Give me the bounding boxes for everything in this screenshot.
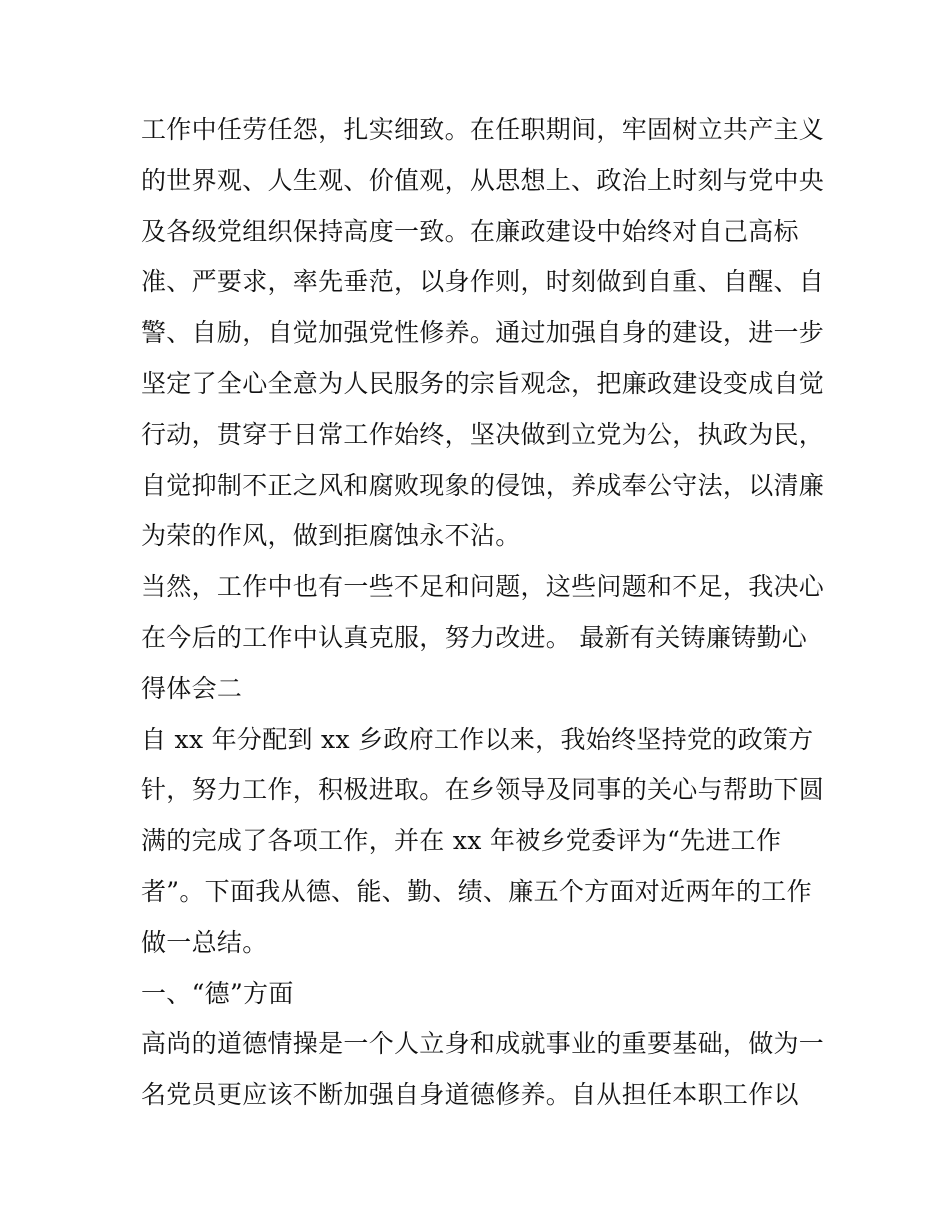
text-line: 做一总结。 xyxy=(141,927,268,957)
text-line: 自 xx 年分配到 xx 乡政府工作以来，我始终坚持党的政策方 xyxy=(141,724,814,754)
text-line: 自觉抑制不正之风和腐败现象的侵蚀，养成奉公守法，以清廉 xyxy=(141,470,825,500)
section-heading: 一、“德”方面 xyxy=(141,978,294,1008)
text-line: 满的完成了各项工作，并在 xx 年被乡党委评为“先进工作 xyxy=(141,826,782,856)
text-line: 针，努力工作，积极进取。在乡领导及同事的关心与帮助下圆 xyxy=(141,775,825,805)
text-line: 警、自励，自觉加强党性修养。通过加强自身的建设，进一步 xyxy=(141,318,825,348)
text-line: 的世界观、人生观、价值观，从思想上、政治上时刻与党中央 xyxy=(141,165,825,195)
text-line: 行动，贯穿于日常工作始终，坚决做到立党为公，执政为民， xyxy=(141,419,825,449)
document-body xyxy=(141,105,825,1121)
text-line: 高尚的道德情操是一个人立身和成就事业的重要基础，做为一 xyxy=(141,1029,825,1059)
text-line: 者”。下面我从德、能、勤、绩、廉五个方面对近两年的工作 xyxy=(141,876,812,906)
text-line: 在今后的工作中认真克服，努力改进。 最新有关铸廉铸勤心 xyxy=(141,622,808,652)
text-line: 准、严要求，率先垂范，以身作则，时刻做到自重、自醒、自 xyxy=(141,267,825,297)
text-line: 名党员更应该不断加强自身道德修养。自从担任本职工作以 xyxy=(141,1080,799,1110)
text-line: 当然，工作中也有一些不足和问题，这些问题和不足，我决心 xyxy=(141,572,825,602)
text-line: 为荣的作风，做到拒腐蚀永不沾。 xyxy=(141,521,521,551)
text-line: 工作中任劳任怨，扎实细致。在任职期间，牢固树立共产主义 xyxy=(141,115,825,144)
text-line: 得体会二 xyxy=(141,673,243,703)
text-line: 坚定了全心全意为人民服务的宗旨观念，把廉政建设变成自觉 xyxy=(141,368,825,398)
text-line: 及各级党组织保持高度一致。在廉政建设中始终对自己高标 xyxy=(141,216,799,246)
